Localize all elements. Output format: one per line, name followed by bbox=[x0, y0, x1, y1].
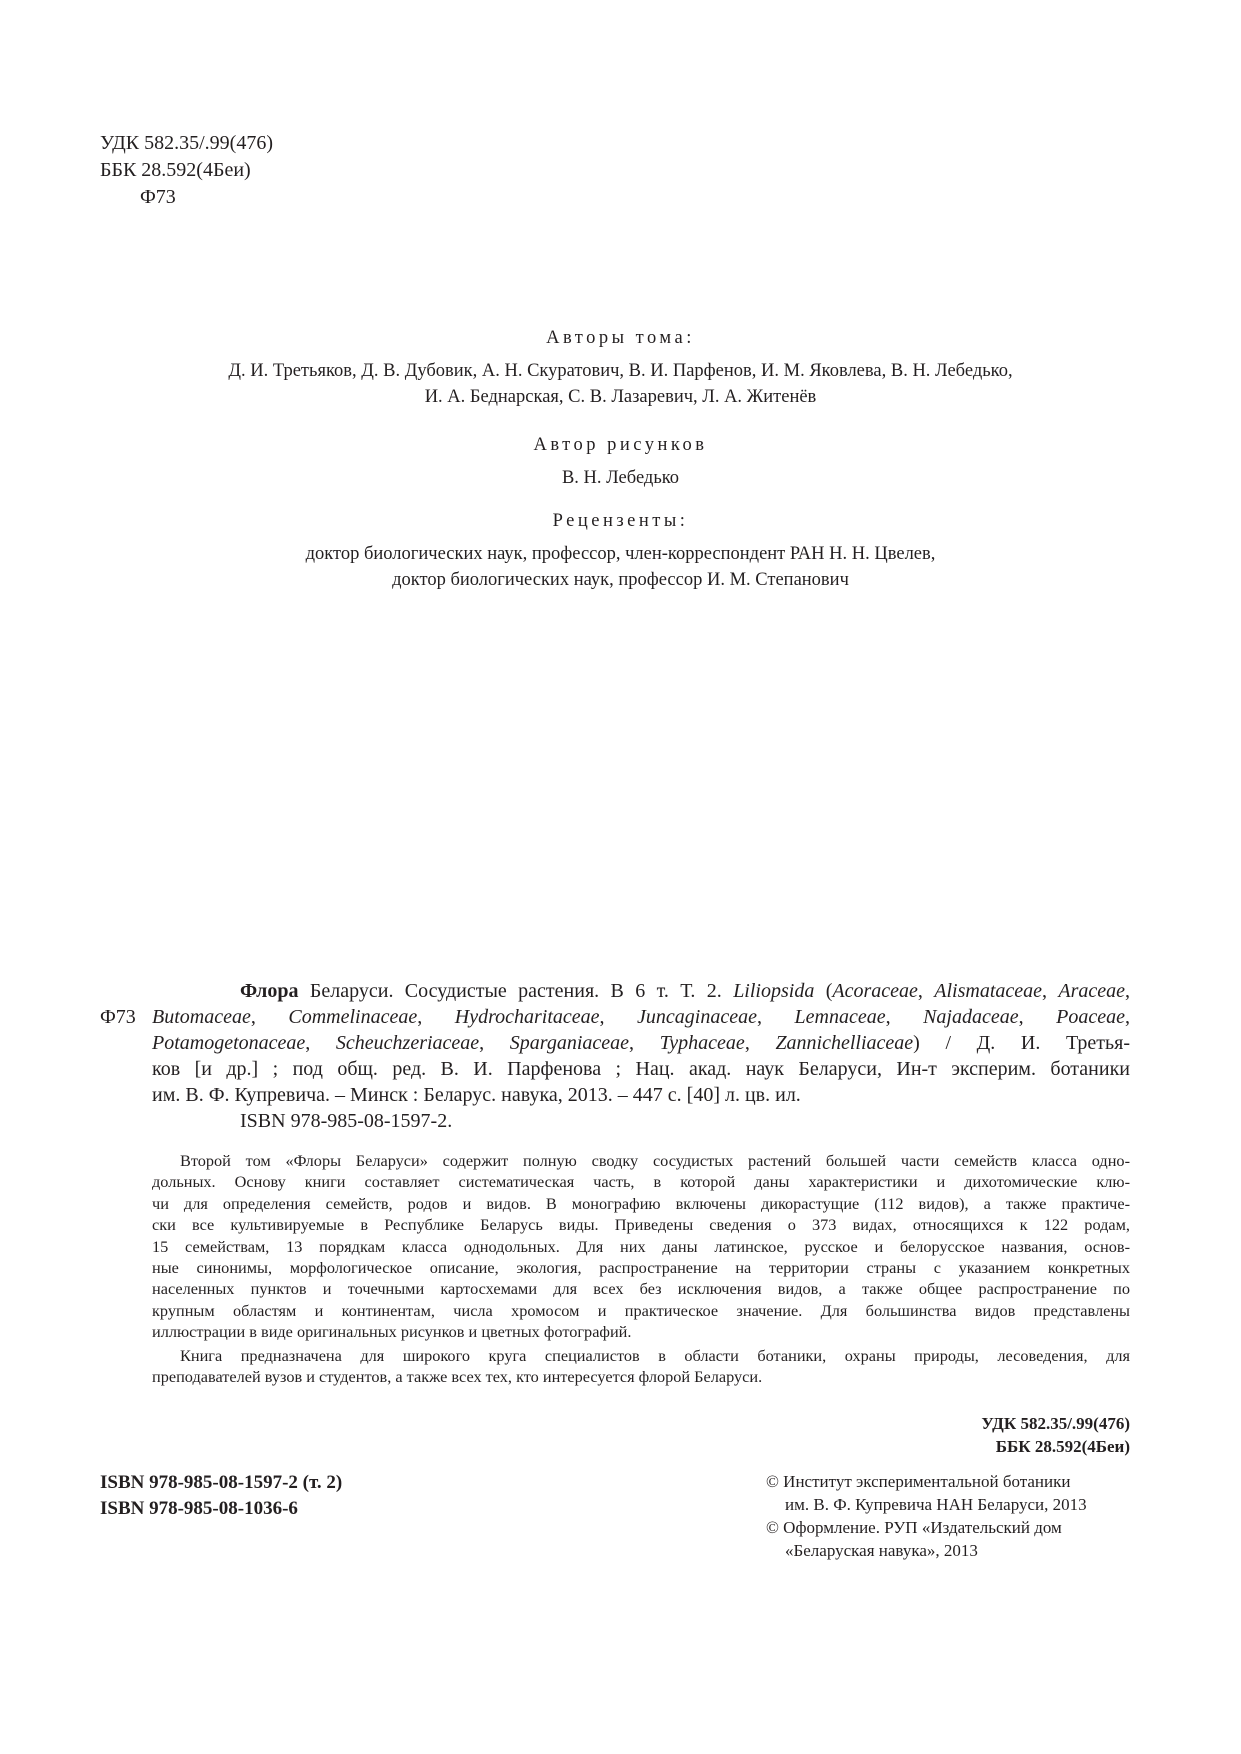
annotation-line: Книга предназначена для широкого круга специалистов в области ботаники, охраны природы, лесоведения, для bbox=[180, 1345, 1130, 1365]
annotation-line: крупным областям и континентам, числа хромосом и практическое значение. Для большинства видов представлены bbox=[152, 1300, 1130, 1320]
citation-line-1: Флора Беларуси. Сосудистые растения. В 6 т. Т. 2. Liliopsida (Acoraceae, Alismataceae, Araceae, bbox=[240, 980, 1131, 1002]
reviewers-heading: Рецензенты: bbox=[552, 511, 689, 531]
annotation-paragraph-2 bbox=[152, 1345, 1130, 1388]
bbk-code: ББК 28.592(4Беи) bbox=[100, 159, 251, 181]
citation-code: Ф73 bbox=[100, 1006, 136, 1028]
isbn-set: ISBN 978-985-08-1036-6 bbox=[100, 1498, 298, 1519]
citation-line-4: ков [и др.] ; под общ. ред. В. И. Парфенова ; Нац. акад. наук Беларуси, Ин-т эксперим. ботаники bbox=[152, 1058, 1130, 1080]
reviewer-2: доктор биологических наук, профессор И. М. Степанович bbox=[392, 570, 849, 590]
annotation-line: дольных. Основу книги составляет систематическая часть, в которой даны характеристики и дихотомические клю- bbox=[152, 1172, 1130, 1192]
annotation-paragraph-1 bbox=[152, 1150, 1130, 1343]
annotation bbox=[152, 1150, 1130, 1387]
copyright-1-line-1: © Институт экспериментальной ботаники bbox=[766, 1472, 1071, 1491]
classification-block bbox=[100, 130, 273, 211]
isbn-block bbox=[100, 1470, 342, 1522]
annotation-line: Второй том «Флоры Беларуси» содержит полную сводку сосудистых растений большей части семейств класса одно- bbox=[180, 1151, 1130, 1170]
illustrations-block bbox=[0, 432, 1241, 491]
annotation-line: ные синонимы, морфологическое описание, экология, распространение на территории страны с указанием конкретных bbox=[152, 1258, 1130, 1278]
udk-code: УДК 582.35/.99(476) bbox=[100, 132, 273, 154]
annotation-line: преподавателей вузов и студентов, а также всех тех, кто интересуется флорой Беларуси. bbox=[152, 1367, 763, 1387]
classification-bottom bbox=[981, 1412, 1130, 1458]
reviewers-block bbox=[0, 508, 1241, 593]
copyright-block bbox=[766, 1470, 1087, 1562]
bbk-code-bottom: ББК 28.592(4Беи) bbox=[995, 1437, 1130, 1456]
annotation-line: ски все культивируемые в Республике Беларусь виды. Приведены сведения о 373 видах, относящихся к 122 родам, bbox=[152, 1215, 1130, 1235]
authors-block bbox=[0, 325, 1241, 410]
citation-line-5: им. В. Ф. Купревича. – Минск : Беларус. навука, 2013. – 447 с. [40] л. цв. ил. bbox=[152, 1084, 801, 1106]
isbn-volume: ISBN 978-985-08-1597-2 (т. 2) bbox=[100, 1472, 343, 1493]
bibliographic-citation bbox=[100, 978, 1130, 1134]
reviewer-1: доктор биологических наук, профессор, член-корреспондент РАН Н. Н. Цвелев, bbox=[305, 544, 936, 564]
authors-heading: Авторы тома: bbox=[546, 328, 695, 348]
citation-title-word: Флора bbox=[240, 980, 299, 1002]
illustrations-heading: Автор рисунков bbox=[533, 435, 708, 455]
udk-code-bottom: УДК 582.35/.99(476) bbox=[981, 1414, 1130, 1433]
annotation-line: населенных пунктов и точечными картосхемами для всех без исключения видов, а также общее распространение по bbox=[152, 1279, 1130, 1299]
authors-line-1: Д. И. Третьяков, Д. В. Дубовик, А. Н. Скуратович, В. И. Парфенов, И. М. Яковлева, В. Н. Лебедько, bbox=[228, 361, 1013, 381]
citation-line-3: Potamogetonaceae, Scheuchzeriaceae, Sparganiaceae, Typhaceae, Zannichelliaceae) / Д. И. Третья- bbox=[152, 1032, 1131, 1054]
citation-line-2: Butomaceae, Commelinaceae, Hydrocharitaceae, Juncaginaceae, Lemnaceae, Najadaceae, Poaceae, bbox=[152, 1006, 1130, 1028]
illustrations-author: В. Н. Лебедько bbox=[561, 468, 680, 488]
copyright-2-line-1: © Оформление. РУП «Издательский дом bbox=[766, 1518, 1062, 1537]
author-mark: Ф73 bbox=[140, 186, 176, 208]
copyright-1-line-2: им. В. Ф. Купревича НАН Беларуси, 2013 bbox=[785, 1495, 1087, 1514]
citation-isbn: ISBN 978-985-08-1597-2. bbox=[240, 1110, 453, 1132]
annotation-line: иллюстрации в виде оригинальных рисунков и цветных фотографий. bbox=[152, 1322, 632, 1342]
annotation-line: чи для определения семейств, родов и видов. В монографию включены дикорастущие (112 видов), а также практиче- bbox=[152, 1193, 1130, 1213]
copyright-2-line-2: «Беларуская навука», 2013 bbox=[785, 1541, 978, 1560]
annotation-line: 15 семействам, 13 порядкам класса однодольных. Для них даны латинское, русское и белорусское названия, основ- bbox=[152, 1236, 1130, 1256]
authors-line-2: И. А. Беднарская, С. В. Лазаревич, Л. А. Житенёв bbox=[424, 387, 817, 407]
